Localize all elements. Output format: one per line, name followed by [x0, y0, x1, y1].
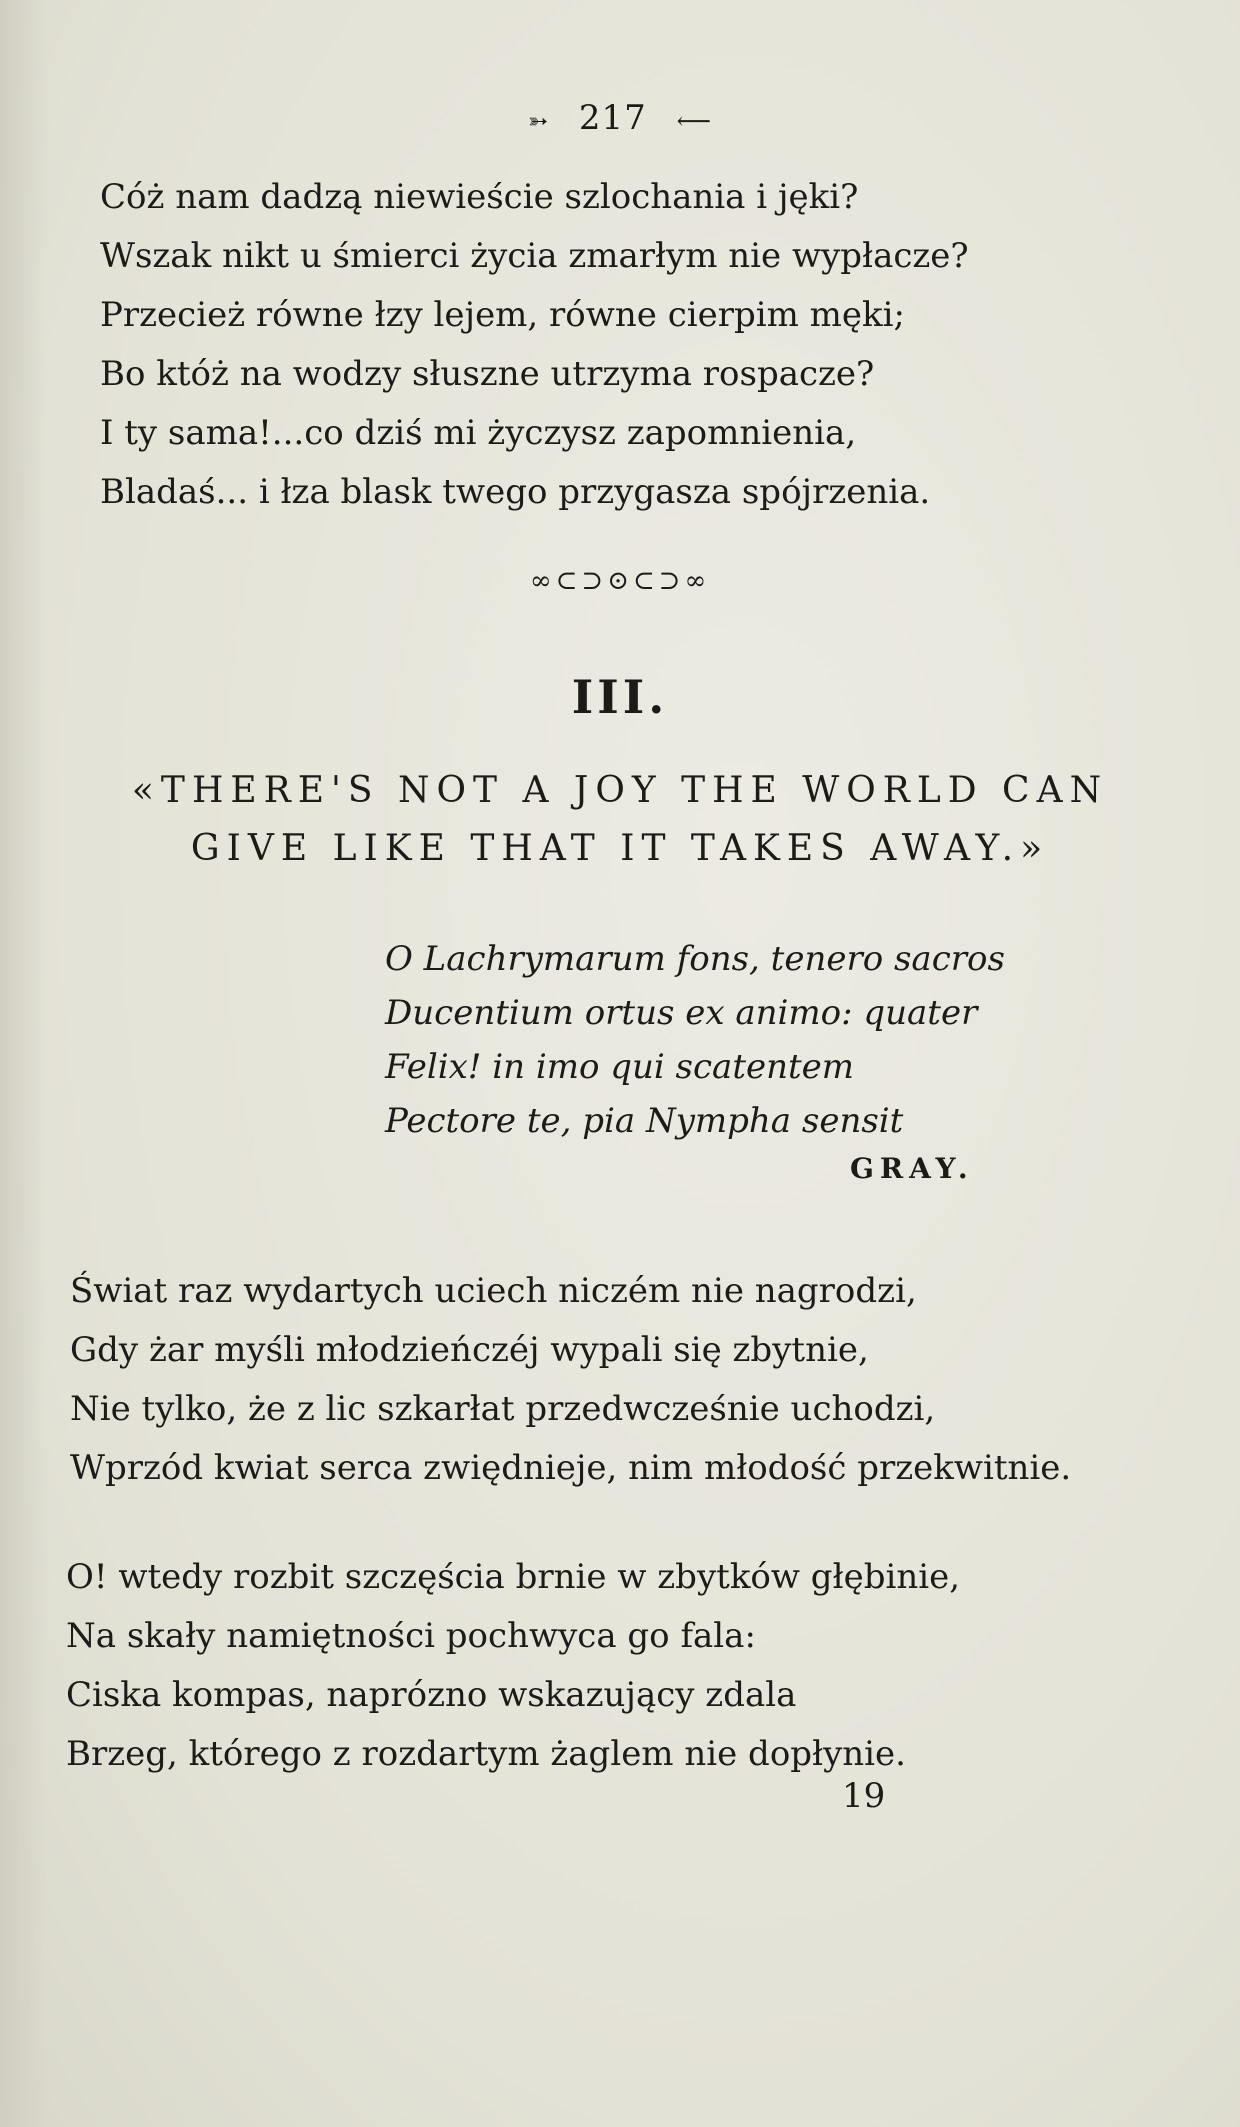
epigraph-attribution: GRAY. — [850, 1152, 974, 1185]
signature-mark: 19 — [842, 1776, 886, 1816]
page-header — [0, 98, 1240, 138]
epigraph — [385, 932, 1085, 1148]
verse-line: Na skały namiętności pochwyca go fala: — [66, 1616, 756, 1656]
page-number: 217 — [578, 98, 647, 138]
verse-line: Wprzód kwiat serca zwiędnieje, nim młodość przekwitnie. — [70, 1448, 1072, 1488]
verse-line: Gdy żar myśli młodzieńczéj wypali się zbytnie, — [70, 1330, 869, 1370]
verse-line: Nie tylko, że z lic szkarłat przedwcześnie uchodzi, — [70, 1389, 936, 1429]
ornamental-divider: ∞⊂⊃⊙⊂⊃∞ — [529, 566, 711, 596]
header-ornament-right: ⟵ — [676, 107, 713, 135]
verse-line: Bladaś... i łza blask twego przygasza spójrzenia. — [100, 472, 931, 512]
verse-line: Cóż nam dadzą niewieście szlochania i jęki? — [100, 177, 859, 217]
epigraph-line: Ducentium ortus ex animo: quater — [385, 993, 978, 1033]
section-title — [0, 762, 1240, 878]
header-ornament-left: ➳ — [527, 107, 550, 135]
verse-line: Ciska kompas, naprózno wskazujący zdala — [66, 1675, 797, 1715]
verse-line: I ty sama!...co dziś mi życzysz zapomnienia, — [100, 413, 857, 453]
stanza-1 — [100, 168, 969, 522]
epigraph-line: Felix! in imo qui scatentem — [385, 1047, 855, 1087]
verse-line: Brzeg, którego z rozdartym żaglem nie dopłynie. — [66, 1734, 906, 1774]
verse-line: Bo któż na wodzy słuszne utrzyma rospacze? — [100, 354, 875, 394]
verse-line: O! wtedy rozbit szczęścia brnie w zbytków głębinie, — [66, 1557, 961, 1597]
section-numeral: III. — [571, 670, 669, 724]
epigraph-line: Pectore te, pia Nympha sensit — [385, 1101, 904, 1141]
page-gutter-shadow — [0, 0, 48, 2127]
section-title-line: «THERE'S NOT A JOY THE WORLD CAN — [131, 770, 1109, 811]
stanza-3 — [66, 1548, 960, 1784]
verse-line: Przecież równe łzy lejem, równe cierpim męki; — [100, 295, 905, 335]
verse-line: Wszak nikt u śmierci życia zmarłym nie wypłacze? — [100, 236, 969, 276]
section-title-line: GIVE LIKE THAT IT TAKES AWAY.» — [190, 828, 1050, 869]
verse-line: Świat raz wydartych uciech niczém nie nagrodzi, — [70, 1271, 917, 1311]
epigraph-line: O Lachrymarum fons, tenero sacros — [385, 939, 1005, 979]
stanza-2 — [70, 1262, 1071, 1498]
